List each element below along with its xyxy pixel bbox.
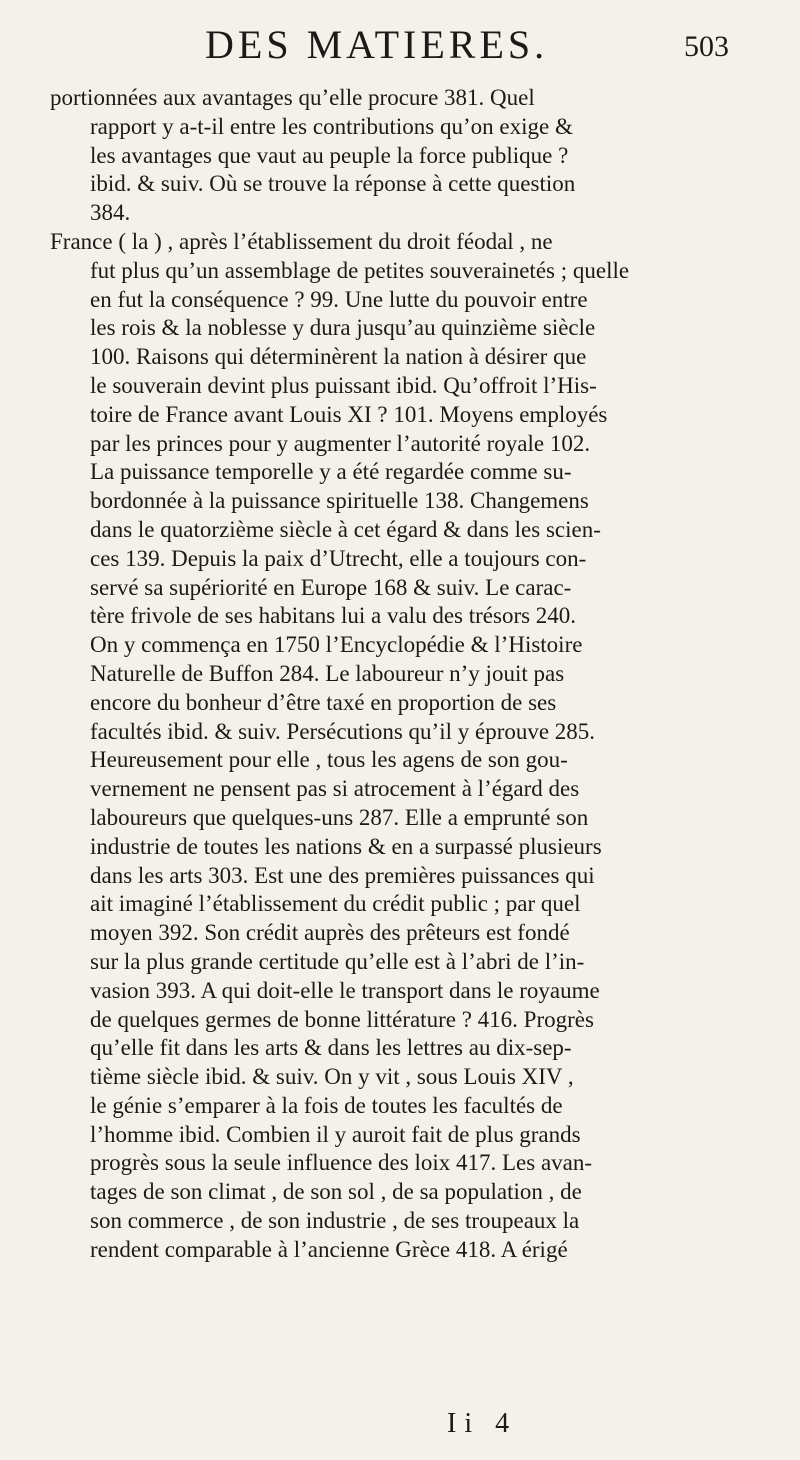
signature-mark: Ii 4 [447, 1408, 518, 1439]
text-line-15: bordonnée à la puissance spirituelle 138. Changemens [90, 488, 589, 514]
text-line-31: sur la plus grande certitude qu’elle est à l’abri de l’in- [90, 948, 585, 974]
text-line-2: rapport y a-t-il entre les contributions qu’on exige & [90, 113, 573, 139]
text-line-24: Heureusement pour elle , tous les agens de son gou- [90, 747, 568, 773]
text-line-41: rendent comparable à l’ancienne Grèce 418. A érigé [90, 1236, 568, 1262]
text-line-18: servé sa supériorité en Europe 168 & suiv. Le carac- [90, 574, 572, 600]
text-line-40: son commerce , de son industrie , de ses troupeaux la [90, 1208, 580, 1234]
text-line-23: facultés ibid. & suiv. Persécutions qu’il y éprouve 285. [90, 718, 596, 744]
index-text [50, 84, 770, 1265]
text-line-21: Naturelle de Buffon 284. Le laboureur n’y jouit pas [90, 660, 565, 686]
text-line-1: portionnées aux avantages qu’elle procure 381. Quel [50, 85, 535, 110]
text-line-32: vasion 393. A qui doit-elle le transport dans le royaume [90, 977, 600, 1003]
text-line-4: ibid. & suiv. Où se trouve la réponse à cette question [90, 171, 576, 197]
text-line-7: fut plus qu’un assemblage de petites souverainetés ; quelle [90, 257, 630, 283]
text-line-6: France ( la ) , après l’établissement du droit féodal , ne [50, 228, 553, 254]
text-line-19: tère frivole de ses habitans lui a valu des trésors 240. [90, 603, 577, 629]
text-line-17: ces 139. Depuis la paix d’Utrecht, elle a toujours con- [90, 545, 587, 571]
text-line-38: progrès sous la seule influence des loix 417. Les avan- [90, 1150, 593, 1176]
page-number: 503 [684, 30, 729, 63]
running-head [0, 18, 800, 72]
text-line-27: industrie de toutes les nations & en a surpassé plusieurs [90, 833, 602, 859]
text-line-36: le génie s’emparer à la fois de toutes les facultés de [90, 1092, 563, 1118]
text-line-8: en fut la conséquence ? 99. Une lutte du pouvoir entre [90, 286, 588, 312]
text-line-3: les avantages que vaut au peuple la force publique ? [90, 142, 569, 168]
text-line-34: qu’elle fit dans les arts & dans les lettres au dix-sep- [90, 1035, 572, 1061]
text-line-39: tages de son climat , de son sol , de sa population , de [90, 1179, 582, 1205]
text-line-25: vernement ne pensent pas si atrocement à l’égard des [90, 776, 580, 802]
text-line-13: par les princes pour y augmenter l’autorité royale 102. [90, 430, 591, 456]
text-line-29: ait imaginé l’établissement du crédit public ; par quel [90, 891, 581, 917]
text-line-22: encore du bonheur d’être taxé en proportion de ses [90, 689, 557, 715]
text-line-37: l’homme ibid. Combien il y auroit fait de plus grands [90, 1121, 581, 1147]
text-line-9: les rois & la noblesse y dura jusqu’au quinzième siècle [90, 315, 596, 341]
text-line-11: le souverain devint plus puissant ibid. Qu’offroit l’His- [90, 372, 597, 398]
text-line-35: tième siècle ibid. & suiv. On y vit , sous Louis XIV , [90, 1064, 574, 1090]
text-line-5: 384. [90, 200, 131, 226]
text-line-26: laboureurs que quelques-uns 287. Elle a emprunté son [90, 804, 589, 830]
text-line-33: de quelques germes de bonne littérature ? 416. Progrès [90, 1006, 594, 1032]
text-line-14: La puissance temporelle y a été regardée comme su- [90, 459, 572, 485]
text-line-16: dans le quatorzième siècle à cet égard & dans les scien- [90, 516, 601, 542]
text-line-30: moyen 392. Son crédit auprès des prêteurs est fondé [90, 920, 570, 946]
text-line-28: dans les arts 303. Est une des premières puissances qui [90, 862, 595, 888]
text-line-12: toire de France avant Louis XI ? 101. Moyens employés [90, 401, 608, 427]
running-title: DES MATIERES. [205, 22, 549, 67]
text-line-10: 100. Raisons qui déterminèrent la nation à désirer que [90, 344, 587, 370]
text-line-20: On y commença en 1750 l’Encyclopédie & l’Histoire [90, 632, 583, 658]
